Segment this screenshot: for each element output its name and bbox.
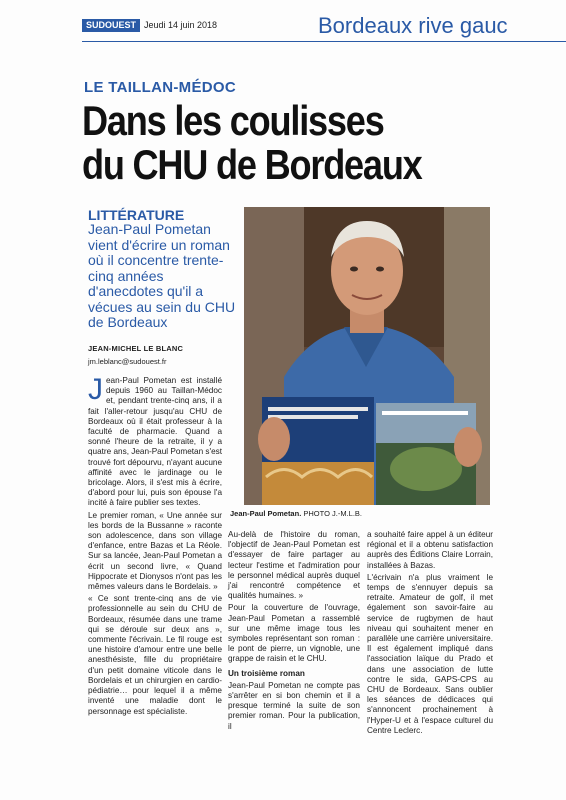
paragraph: « Ce sont trente-cinq ans de vie professionnelle au sein du CHU de Bordeaux, résumée dans une trame qui se déroule sur deux ans », commente l'écrivain. Le fil rouge est une histoire d'amour entre une belle anesthésiste, fille du propriétaire d'un petit domaine viticole dans le Bordelais et un chirurgien en cardio-pédiatrie… pour lequel il a même inventé une maladie dont le personnage est spécialiste. <box>88 594 222 716</box>
caption-name: Jean-Paul Pometan. <box>230 509 302 518</box>
newspaper-brand: SUDOUEST <box>82 19 140 32</box>
headline-line-2: du CHU de Bordeaux <box>82 141 422 188</box>
paragraph: Jean-Paul Pometan ne compte pas s'arrêter en si bon chemin et il a presque terminé la suite de son premier roman. Pour la publication, il <box>228 680 360 731</box>
caption-credit: PHOTO J.-M.L.B. <box>303 509 362 518</box>
author-byline: JEAN-MICHEL LE BLANC <box>88 344 184 353</box>
category-label: LITTÉRATURE <box>88 207 185 223</box>
article-column-1 <box>88 373 223 719</box>
paragraph: L'écrivain n'a plus vraiment le temps de s'ennuyer depuis sa retraite. Amateur de golf, il met également son savoir-faire au service de rugbymen de haut niveau qui souhaitent mener en parallèle une carrière universitaire. Il est également impliqué dans l'association laïque du Prado et dans une association de lutte contre le sida, GAPS-CPS au CHU de Bordeaux. Sans oublier les séances de dédicaces qui s'annoncent prochainement à l'Hyper-U et à l'espace culturel du Centre Leclerc. <box>367 572 493 735</box>
header-rule <box>82 41 566 42</box>
paragraph-text: ean-Paul Pometan est installé depuis 1960 au Taillan-Médoc et, pendant trente-cinq ans, il a fait l'aller-retour jusqu'au CHU de Bordeaux où il était professeur à la faculté de pharmacie. Quand a sonné l'heure de la retraite, il y a quatre ans, Jean-Paul Pometan s'est trouvé fort dépourvu, n'ayant aucune affinité avec le jardinage ou le bricolage. Alors, il s'est mis à écrire, d'abord pour lui, puis son épouse l'a incité à faire publier ses textes. <box>88 376 223 508</box>
paragraph: Le premier roman, « Une année sur les bords de la Bussanne » raconte son adolescence, dans son village d'enfance, entre Bazas et La Réole. Sur sa lancée, Jean-Paul Pometan a écrit un second livre, « Quand Hippocrate et Dionysos n'ont pas les mêmes valeurs dans le Bordelais. » <box>88 510 222 592</box>
paragraph: Au-delà de l'histoire du roman, l'objectif de Jean-Paul Pometan est d'essayer de faire partager au lecteur l'estime et l'admiration pour le personnel médical auprès duquel j'ai rencontré compétence et qualités humaines. » <box>228 530 360 601</box>
location-kicker: LE TAILLAN-MÉDOC <box>84 79 237 96</box>
photo-illustration <box>244 207 490 505</box>
author-email: jm.leblanc@sudouest.fr <box>88 357 167 366</box>
issue-date: Jeudi 14 juin 2018 <box>144 20 218 30</box>
article-column-3 <box>367 530 493 738</box>
author-photo <box>244 207 490 505</box>
paragraph: Pour la couverture de l'ouvrage, Jean-Paul Pometan a rassemblé sur une même image tous les symboles représentant son roman : le pont de pierre, un vignoble, une grappe de raisin et le CHU. <box>228 603 360 664</box>
headline-line-1: Dans les coulisses <box>82 97 384 144</box>
section-title: Bordeaux rive gauc <box>318 13 508 38</box>
lede-text: Jean-Paul Pometan vient d'écrire un roman où il concentre trente-cinq années d'anecdotes qu'il a vécues au sein du CHU de Bordeaux <box>88 221 236 330</box>
photo-caption <box>230 509 362 518</box>
page-header <box>82 12 566 40</box>
paragraph: a souhaité faire appel à un éditeur régional et il a obtenu satisfaction auprès des Éditions Claire Lorrain, installées à Bazas. <box>367 530 493 570</box>
paragraph <box>88 373 223 509</box>
article-column-2 <box>228 530 360 734</box>
drop-cap: J <box>88 373 103 406</box>
headline <box>82 99 426 187</box>
subheading: Un troisième roman <box>228 668 305 678</box>
